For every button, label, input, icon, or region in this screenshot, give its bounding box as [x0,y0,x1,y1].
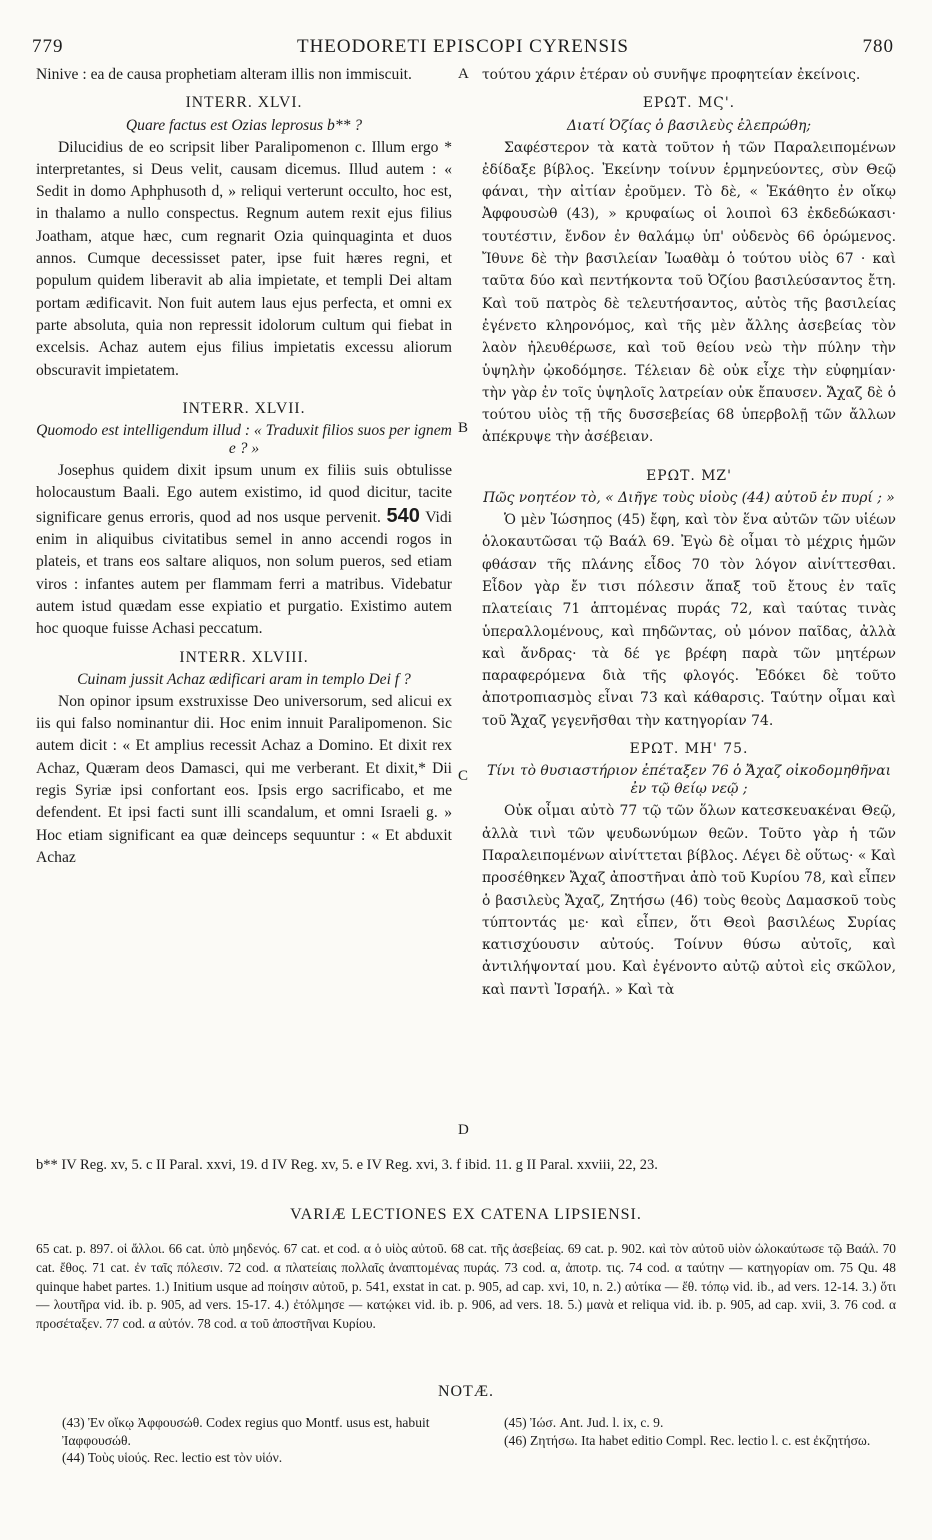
greek-column [482,64,896,1001]
greek-question-47: Πῶς νοητέον τὸ, « Διῆγε τοὺς υἱοὺς (44) αὐτοῦ ἐν πυρί ; » [483,490,895,507]
greek-heading-47: ΕΡΩΤ. ΜΖ' [646,467,732,484]
running-title: THEODORETI EPISCOPI CYRENSIS [296,36,630,57]
latin-heading-46: INTERR. XLVI. [185,94,303,112]
running-header [32,36,894,60]
greek-intro: τούτου χάριν ἑτέραν οὐ συνῆψε προφητείαν ἐκείνοις. [482,67,861,83]
margin-marker-c: C [458,768,469,784]
latin-heading-47: INTERR. XLVII. [182,399,306,417]
margin-marker-d: D [458,1122,469,1138]
greek-question-48: Τίνι τὸ θυσιαστήριον ἐπέταξεν 76 ὁ Ἄχαζ οἰκοδομηθῆναι ἐν τῷ θείῳ νεῷ ; [486,763,892,798]
latin-question-46: Quare factus est Ozias leprosus b** ? [125,116,363,134]
latin-column [36,64,452,869]
page-number-left: 779 [32,36,64,57]
greek-question-46: Διατί Ὀζίας ὁ βασιλεὺς ἐλεπρώθη; [566,117,812,134]
latin-intro: Ninive : ea de causa prophetiam alteram illis non immiscuit. [36,66,412,83]
variae-lectiones-title: VARIÆ LECTIONES EX CATENA LIPSIENSI. [290,1206,642,1223]
greek-body-46: Σαφέστερον τὰ κατὰ τοῦτον ἡ τῶν Παραλειπομένων ἐδίδαξε βίβλος. Ἐκείνην τοίνυν ἑρμηνεύοντες, σὺν Θεῷ φάναι, τὴν αἰτίαν ἐροῦμεν. Τὸ δὲ, « Ἐκάθητο ἐν οἴκῳ Ἀφφουσὼθ (43), » κρυφαίως οἱ λοιποὶ 63 ἐκδεδώκασι· τουτέστιν, ἔνδον ἐν θαλάμῳ ὑπ' οὐδενὸς 66 ὁρώμενος. Ἴθυνε δὲ τὴν βασιλείαν Ἰωαθὰμ ὁ τούτου υἱὸς 67 · καὶ ταῦτα δύο καὶ πεντήκοντα τοῦ Ὀζίου βασιλεύσαντος ἔτη. Καὶ τοῦ πατρὸς δὲ τελευτήσαντος, αὐτὸς τῆς βασιλείας ἐγένετο κληρονόμος, καὶ τῆς μὲν ἄλλης ἀσεβείας τὸν λαὸν ἠλευθέρωσε, καὶ τοῦ θείου νεὼ τὴν πύλην τὴν ὑψηλὴν ᾠκοδόμησε. Τέλειαν δὲ οὐκ εἶχε τὴν εὐφημίαν· τὴν γὰρ ἐν τοῖς ὑψηλοῖς λατρείαν οὐκ ἔπαυσεν. Ἄχαζ δὲ ὁ τούτου υἱὸς τῇ τῆς δυσσεβείας 68 ὑπερβολῇ τῶν ἄλλων ἀπέκρυψε τὴν ἀσέβειαν. [482,139,896,446]
notae-title: NOTÆ. [437,1383,495,1400]
latin-question-48: Cuinam jussit Achaz ædificari aram in templo Dei f ? [77,670,411,688]
notae-right [504,1414,884,1449]
latin-body-47b: Vidi enim in aliquibus civitatibus semel in anno accendi rogos in plateis, et trans eos saltare aliquos, non solum pueros, sed etiam viros : infantes autem per flammam ferri a matribus. Videbatur autem istud quædam esse expiatio et purgatio. Existimo autem hoc quoque fuisse Achasi peccatum. [36,508,453,638]
page-number-right: 780 [862,36,894,57]
note-43: (43) Ἐν οἴκῳ Ἀφφουσώθ. Codex regius quo Montf. usus est, habuit Ἰαφφουσώθ. [62,1415,430,1448]
note-44: (44) Τοὺς υἱούς. Rec. lectio est τὸν υἱόν. [62,1450,283,1465]
note-45: (45) Ἰώσ. Ant. Jud. l. ix, c. 9. [504,1415,664,1430]
variae-lectiones: 65 cat. p. 897. οἱ ἄλλοι. 66 cat. ὑπὸ μηδενός. 67 cat. et cod. α ὁ υἱὸς αὐτοῦ. 68 cat. τῆς ἀσεβείας. 69 cat. p. 902. καὶ τὸν αὐτοῦ υἱὸν ὡλοκαύτωσε τῷ Βαάλ. 70 cat. ἔθος. 71 cat. ἐν ταῖς πόλεσιν. 72 cod. α πλατείαις πολλαῖς ἀναπτομένας πυράς. 73 cod. α, ἀποτρ. τις. 74 cod. α ταύτην — κατηγορίαν om. 75 Qu. 48 quinque habet partes. 1.) Initium usque ad ποίησιν αὐτοῦ, p. 541, exstat in cat. p. 905, ad cap. xvi, 10, n. 2.) αὐτίκα — ἔθ. τόπῳ vid. ib., ad vers. 12-14. 3.) ὅτι — λουτῆρα vid. ib. p. 905, ad vers. 15-17. 4.) ἐτόλμησε — κατῴκει vid. ib. p. 906, ad vers. 18. 5.) μανὰ et reliqua vid. ib. p. 905, ad cap. xvii, 3. 76 cod. α προσέταξεν. 77 cod. α αὐτόν. 78 cod. α τοῦ ἀποστῆναι Κυρίου. [36,1241,896,1332]
margin-marker-b: B [458,420,469,436]
greek-body-48: Οὐκ οἶμαι αὐτὸ 77 τῷ τῶν ὅλων κατεσκευακέναι Θεῷ, ἀλλὰ τινὶ τῶν ψευδωνύμων θεῶν. Τοῦτο γὰρ ἡ τῶν Παραλειπομένων αἰνίττεται βίβλος. Λέγει δὲ οὕτως· « Καὶ προσέθηκεν Ἄχαζ ἀποστῆναι ἀπὸ τοῦ Κυρίου 78, καὶ εἶπεν ὁ βασιλεὺς Ἄχαζ, Ζητήσω (46) τοὺς θεοὺς Δαμασκοῦ τοὺς τύπτοντάς με· καὶ εἶπεν, ὅτι Θεοὶ βασιλέως Συρίας κατισχύουσιν αὐτούς. Τοίνυν θύσω αὐτοῖς, καὶ ἀντιλήψονταί μου. Καὶ ἐγένοντο αὐτῷ αὐτοὶ εἰς σκῶλον, καὶ παντὶ Ἰσραήλ. » Καὶ τὰ [482,803,896,998]
column-number: 540 [386,504,420,527]
margin-marker-a: A [458,66,469,82]
latin-body-46: Dilucidius de eo scripsit liber Paralipomenon c. Illum ergo * interpretantes, si Deus velit, causam dicemus. Illud autem : « Sedit in domo Aphphusoth d, » reliqui verterunt occulto, hoc est, in thalamo a nullo conspectus. Regnum autem rexit ejus filius Joatham, atque hæc, cum regnarit Ozia quinquaginta et duos annos. Cumque decessisset pater, ipse fuit hæres regni, et populum quidem liberavit ab alia impietate, et templi Dei altam portam ædificavit. Non fuit autem laus ejus perfecta, et omni ex parte absoluta, quia non repressit idolorum cultum qui fiebat in excelsis. Achaz autem ejus filius impietatis excessu aliorum obscuravit impietatem. [36,138,452,379]
greek-heading-46: ΕΡΩΤ. ΜϚ'. [642,95,736,112]
notae-left [62,1414,462,1467]
latin-body-47 [36,460,452,640]
greek-heading-48: ΕΡΩΤ. ΜΗ' 75. [629,741,749,758]
latin-body-47a: Josephus quidem dixit ipsum unum ex filiis suis obtulisse holocaustum Baali. Ego autem existimo, id quod dicitur, tacite significare genus erroris, quod ad nos usque pervenit. [36,462,452,526]
latin-body-48: Non opinor ipsum exstruxisse Deo universorum, sed alicui ex iis qui falso nominantur dii. Hoc enim innuit Paralipomenon. Sic autem dicit : « Et amplius recessit Achaz a Domino. Et dixit rex Achaz, Quæram deos Damasci, qui me verberant. Et dixit,* Dii regis Syriæ ipsi confortant eos. Ipsis ergo sacrificabo, et me defendent. Et ipsi facti sunt illi scandalum, et omni Israeli g. » Hoc etiam significant ea quæ deinceps sequuntur : « Et abduxit Achaz [36,692,452,866]
greek-body-47: Ὁ μὲν Ἰώσηπος (45) ἔφη, καὶ τὸν ἕνα αὐτῶν τῶν υἱέων ὁλοκαυτῶσαι τῷ Βαάλ 69. Ἐγὼ δὲ οἶμαι τὸ μέχρις ἡμῶν φθάσαν τῆς πλάνης εἶδος 70 τὸν λόγον αἰνίττεσθαι. Εἶδον γὰρ ἔν τισι πόλεσιν ἅπαξ τοῦ ἔτους ἐν ταῖς πλατείαις 71 ἁπτομένας πυράς 72, καὶ ταύτας τινὰς ὑπεραλλομένους, καὶ πηδῶντας, οὐ μόνον παῖδας, ἀλλὰ καὶ ἄνδρας· τὰ δέ γε βρέφη παρὰ τῶν μητέρων παραφερόμενα διὰ τῆς φλογός. Ἐδόκει δὲ τοῦτο ἀποτροπιασμὸς εἶναι 73 καὶ κάθαρσις. Ταύτην οἶμαι καὶ τοῦ Ἄχαζ γεγενῆσθαι τὴν κατηγορίαν 74. [482,512,896,729]
latin-question-47: Quomodo est intelligendum illud : « Traduxit filios suos per ignem e ? » [36,422,452,458]
scripture-footnotes: b** IV Reg. xv, 5. c II Paral. xxvi, 19. d IV Reg. xv, 5. e IV Reg. xvi, 3. f ibid. 11. g II Paral. xxviii, 22, 23. [36,1157,658,1173]
latin-heading-48: INTERR. XLVIII. [179,648,309,666]
note-46: (46) Ζητήσω. Ita habet editio Compl. Rec. lectio l. c. est ἐκζητήσω. [504,1432,871,1448]
